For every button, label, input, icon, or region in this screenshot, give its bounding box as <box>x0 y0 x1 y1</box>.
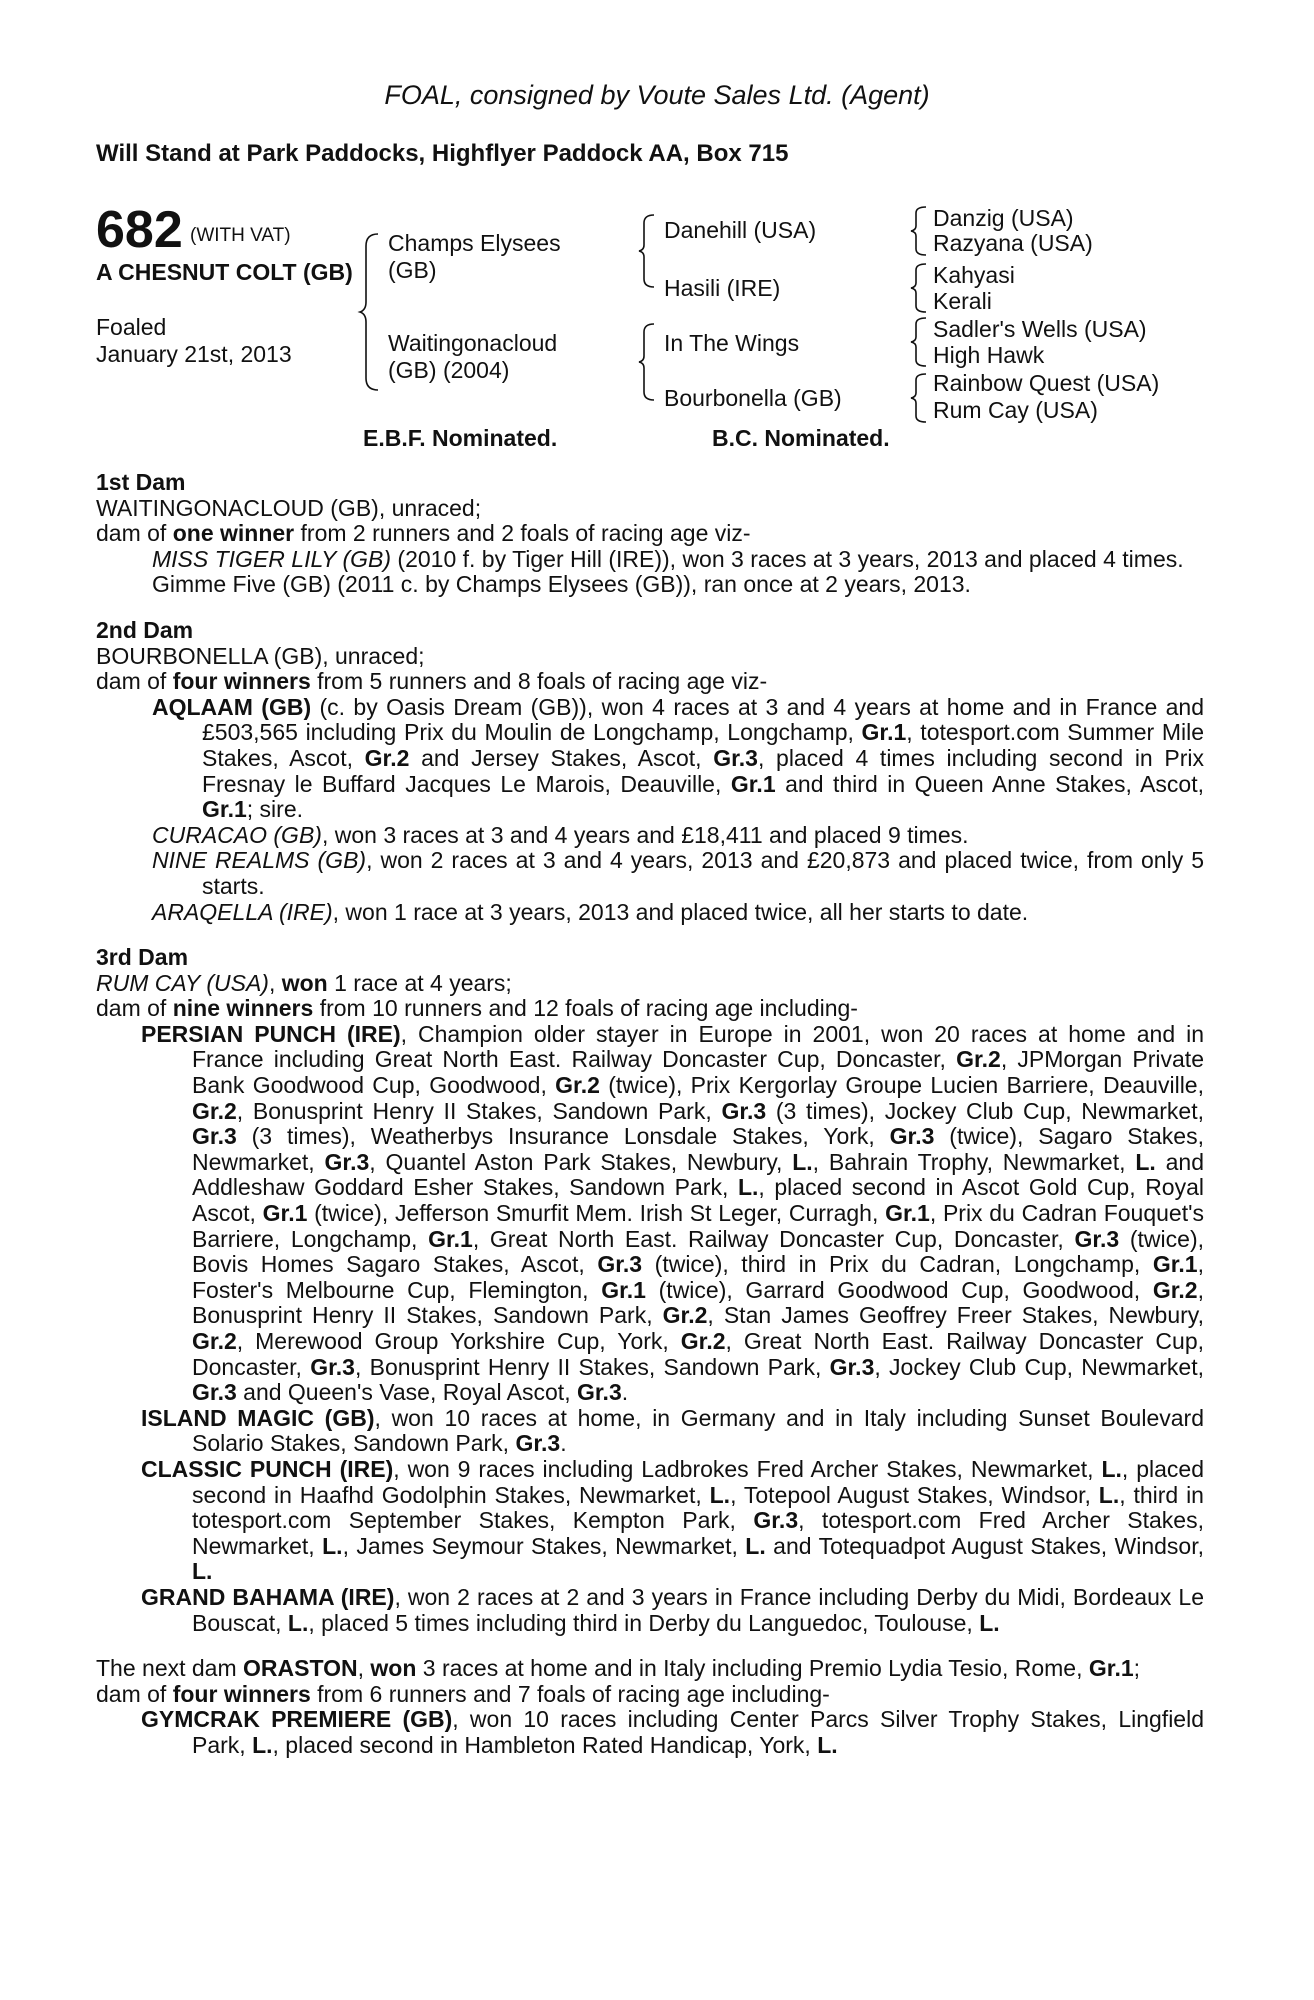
pedigree-brace-main <box>360 232 380 392</box>
foaled-label: Foaled <box>96 314 167 340</box>
race-grade: Gr.3 <box>889 1123 935 1150</box>
race-text: , Foster's Melbourne Cup, Flemington, <box>192 1251 1204 1303</box>
progeny-entry: PERSIAN PUNCH (IRE), Champion older stayer in Europe in 2001, won 20 races at home and in France including Great North East. Railway Doncaster Cup, Doncaster, Gr.2, JPMorgan Private Bank Goodwood Cup, Goodwood, Gr.2 (twice), Prix Kergorlay Groupe Lucien Barriere, Deauville, Gr.2, Bonusprint Henry II Stakes, Sandown Park, Gr.3 (3 times), Jockey Club Cup, Newmarket, Gr.3 (3 times), Weatherbys Insurance Lonsdale Stakes, York, Gr.3 (twice), Sagaro Stakes, Newmarket, Gr.3, Quantel Aston Park Stakes, Newbury, L., Bahrain Trophy, Newmarket, L. and Addleshaw Goddard Esher Stakes, Sandown Park, L., placed second in Ascot Gold Cup, Royal Ascot, Gr.1 (twice), Jefferson Smurfit Mem. Irish St Leger, Curragh, Gr.1, Prix du Cadran Fouquet's Barriere, Longchamp, Gr.1, Great North East. Railway Doncaster Cup, Doncaster, Gr.3 (twice), Bovis Homes Sagaro Stakes, Ascot, Gr.3 (twice), third in Prix du Cadran, Longchamp, Gr.1, Foster's Melbourne Cup, Flemington, Gr.1 (twice), Garrard Goodwood Cup, Goodwood, Gr.2, Bonusprint Henry II Stakes, Sandown Park, Gr.2, Stan James Geoffrey Freer Stakes, Newbury, Gr.2, Merewood Group Yorkshire Cup, York, Gr.2, Great North East. Railway Doncaster Cup, Doncaster, Gr.3, Bonusprint Henry II Stakes, Sandown Park, Gr.3, Jockey Club Cup, Newmarket, Gr.3 and Queen's Vase, Royal Ascot, Gr.3. <box>141 1020 1205 1406</box>
race-text: , Prix du Cadran Fouquet's Barriere, Longchamp, <box>192 1200 1205 1252</box>
first-dam-name: WAITINGONACLOUD (GB), unraced; <box>96 494 482 521</box>
pedigree-brace-g1 <box>910 205 928 257</box>
race-text: (twice), Prix Kergorlay Groupe Lucien Barriere, Deauville, <box>599 1072 1204 1099</box>
second-dam-heading: 2nd Dam <box>96 616 194 643</box>
race-grade: Gr.3 <box>515 1430 561 1457</box>
lot-description: A CHESNUT COLT (GB) <box>96 259 353 285</box>
pedigree-g2: Razyana (USA) <box>933 230 1093 256</box>
race-text: (twice), third in Prix du Cadran, Longchamp, <box>642 1251 1153 1278</box>
race-text: . <box>621 1379 629 1406</box>
pedigree-g5: Sadler's Wells (USA) <box>933 316 1147 342</box>
race-grade: Gr.3 <box>310 1353 355 1380</box>
race-grade: L. <box>252 1731 273 1758</box>
race-grade: L. <box>737 1174 759 1201</box>
race-text: , placed second in Hambleton Rated Handicap, York, <box>272 1731 818 1758</box>
race-text: , Quantel Aston Park Stakes, Newbury, <box>369 1148 793 1175</box>
race-text: , placed second in Ascot Gold Cup, Royal Ascot, <box>192 1174 1204 1227</box>
pedigree-g1: Danzig (USA) <box>933 205 1074 231</box>
race-text: , placed 5 times including third in Derby du Languedoc, Toulouse, <box>308 1609 980 1636</box>
pedigree-g6: High Hawk <box>933 342 1045 368</box>
race-text: , Bonusprint Henry II Stakes, Sandown Park, <box>354 1353 830 1380</box>
race-grade: Gr.1 <box>601 1276 646 1303</box>
race-grade: L. <box>322 1532 343 1559</box>
race-text: , Bonusprint Henry II Stakes, Sandown Park, <box>236 1097 722 1124</box>
stabling-line: Will Stand at Park Paddocks, Highflyer Paddock AA, Box 715 <box>96 140 789 167</box>
race-text: (3 times), Jockey Club Cup, Newmarket, <box>766 1097 1205 1124</box>
race-text: , totesport.com Fred Archer Stakes, Newmarket, <box>192 1507 1204 1559</box>
race-text: and Queen's Vase, Royal Ascot, <box>236 1379 577 1406</box>
pedigree-dam: Waitingonacloud (GB) (2004) <box>388 330 558 383</box>
progeny-entry: ISLAND MAGIC (GB), won 10 races at home, in Germany and in Italy including Sunset Boulevard Solario Stakes, Sandown Park, Gr.3. <box>141 1404 1204 1457</box>
race-grade: Gr.2 <box>956 1046 1001 1073</box>
foaling-info <box>96 314 356 368</box>
race-grade: L. <box>192 1558 213 1585</box>
race-grade: Gr.3 <box>829 1353 875 1380</box>
race-grade: Gr.1 <box>262 1200 308 1227</box>
race-grade: Gr.2 <box>192 1328 237 1354</box>
race-text: , won 9 races including Ladbrokes Fred Archer Stakes, Newmarket, <box>393 1455 1102 1482</box>
race-text: , Great North East. Railway Doncaster Cup, Doncaster, <box>472 1225 1075 1252</box>
pedigree-dam-sire: In The Wings <box>664 330 800 356</box>
pedigree-brace-dam <box>638 322 656 402</box>
lot-number: 682 <box>96 201 183 259</box>
pedigree-g3: Kahyasi <box>933 262 1015 288</box>
race-text: , James Seymour Stakes, Newmarket, <box>342 1532 746 1559</box>
foaled-date: January 21st, 2013 <box>96 341 292 367</box>
pedigree-g7: Rainbow Quest (USA) <box>933 370 1160 396</box>
race-grade: Gr.3 <box>324 1148 370 1175</box>
vat-note: (WITH VAT) <box>190 225 291 246</box>
race-text: , won 10 races including Center Parcs Silver Trophy Stakes, Lingfield Park, <box>192 1706 1204 1758</box>
race-grade: L. <box>709 1481 731 1508</box>
race-grade: Gr.3 <box>753 1507 799 1534</box>
race-text: , third in totesport.com September Stakes, Kempton Park, <box>192 1481 1204 1534</box>
ebf-nominated: E.B.F. Nominated. <box>363 425 558 451</box>
race-grade: L. <box>1101 1455 1122 1482</box>
race-grade: Gr.2 <box>680 1328 726 1354</box>
race-text: , Great North East. Railway Doncaster Cup, Doncaster, <box>192 1328 1204 1380</box>
progeny-entry: MISS TIGER LILY (GB) (2010 f. by Tiger Hill (IRE)), won 3 races at 3 years, 2013 and placed 4 times. <box>152 545 1184 572</box>
race-grade: L. <box>979 1609 1000 1636</box>
race-grade: Gr.1 <box>1152 1251 1198 1278</box>
pedigree-g4: Kerali <box>933 288 992 314</box>
pedigree-sire: Champs Elysees (GB) <box>388 230 561 283</box>
pedigree-g8: Rum Cay (USA) <box>933 397 1098 423</box>
race-grade: Gr.2 <box>1152 1276 1198 1303</box>
race-text: , Stan James Geoffrey Freer Stakes, Newbury, <box>707 1302 1204 1329</box>
race-grade: Gr.1 <box>428 1225 473 1252</box>
race-grade: Gr.1 <box>885 1200 930 1227</box>
progeny-entry: CLASSIC PUNCH (IRE), won 9 races including Ladbrokes Fred Archer Stakes, Newmarket, L., placed second in Haafhd Godolphin Stakes, Newmarket, L., Totepool August Stakes, Windsor, L., third in totesport.com September Stakes, Kempton Park, Gr.3, totesport.com Fred Archer Stakes, Newmarket, L., James Seymour Stakes, Newmarket, L. and Totequadpot August Stakes, Windsor, L. <box>141 1455 1205 1585</box>
next-dam-summary: dam of four winners from 6 runners and 7 foals of racing age including- <box>96 1680 830 1707</box>
third-dam-summary: dam of nine winners from 10 runners and 12 foals of racing age including- <box>96 995 858 1022</box>
race-grade: Gr.3 <box>1074 1225 1120 1252</box>
race-text: , Jockey Club Cup, Newmarket, <box>874 1353 1204 1380</box>
pedigree-brace-sire <box>638 213 656 289</box>
first-dam-summary: dam of one winner from 2 runners and 2 foals of racing age viz- <box>96 520 751 547</box>
race-text: , Bonusprint Henry II Stakes, Sandown Park, <box>192 1276 1204 1329</box>
race-text: and Addleshaw Goddard Esher Stakes, Sandown Park, <box>192 1148 1205 1201</box>
race-grade: Gr.2 <box>555 1072 600 1099</box>
consignor-heading: FOAL, consigned by Voute Sales Ltd. (Agent) <box>384 80 930 110</box>
race-text: (twice), Jefferson Smurfit Mem. Irish St Leger, Curragh, <box>307 1200 886 1227</box>
pedigree-brace-g2 <box>910 262 928 314</box>
race-grade: L. <box>1098 1481 1120 1508</box>
race-grade: Gr.3 <box>721 1097 767 1124</box>
race-text: and Totequadpot August Stakes, Windsor, <box>765 1532 1204 1559</box>
race-grade: Gr.2 <box>192 1097 237 1124</box>
race-text: . <box>560 1430 567 1457</box>
race-text: , placed second in Haafhd Godolphin Stakes, Newmarket, <box>192 1455 1205 1508</box>
race-grade: L. <box>745 1532 766 1559</box>
third-dam-name: RUM CAY (USA), won 1 race at 4 years; <box>96 969 512 996</box>
progeny-entry: GYMCRAK PREMIERE (GB), won 10 races including Center Parcs Silver Trophy Stakes, Lingfield Park, L., placed second in Hambleton Rated Handicap, York, L. <box>141 1706 1204 1758</box>
progeny-entry: ARAQELLA (IRE), won 1 race at 3 years, 2013 and placed twice, all her starts to date. <box>152 898 1029 925</box>
race-text: , JPMorgan Private Bank Goodwood Cup, Goodwood, <box>192 1046 1204 1099</box>
race-text: , Totepool August Stakes, Windsor, <box>730 1481 1099 1508</box>
race-text: , Champion older stayer in Europe in 2001, won 20 races at home and in France including Great North East. Railway Doncaster Cup, Doncaster, <box>192 1020 1204 1073</box>
pedigree-brace-g4 <box>910 372 928 424</box>
race-grade: Gr.3 <box>576 1379 622 1406</box>
race-text: , won 10 races at home, in Germany and in Italy including Sunset Boulevard Solario Stakes, Sandown Park, <box>192 1404 1204 1457</box>
first-dam-heading: 1st Dam <box>96 469 186 495</box>
race-text: (3 times), Weatherbys Insurance Lonsdale Stakes, York, <box>236 1123 890 1150</box>
pedigree-brace-g3 <box>910 316 928 368</box>
pedigree-sire-sire: Danehill (USA) <box>664 217 817 243</box>
pedigree-dam-dam: Bourbonella (GB) <box>664 385 842 411</box>
next-dam-line: The next dam ORASTON, won 3 races at home and in Italy including Premio Lydia Tesio, Rome, Gr.1; <box>96 1655 1141 1682</box>
progeny-entry: GRAND BAHAMA (IRE), won 2 races at 2 and 3 years in France including Derby du Midi, Bordeaux Le Bouscat, L., placed 5 times including third in Derby du Languedoc, Toulouse, L. <box>141 1583 1204 1636</box>
race-grade: Gr.3 <box>597 1251 643 1278</box>
progeny-entry: CURACAO (GB), won 3 races at 3 and 4 years and £18,411 and placed 9 times. <box>152 821 969 848</box>
second-dam-name: BOURBONELLA (GB), unraced; <box>96 642 425 669</box>
race-grade: Gr.3 <box>192 1379 237 1406</box>
progeny-entry: AQLAAM (GB) (c. by Oasis Dream (GB)), won 4 races at 3 and 4 years at home and in France and £503,565 including Prix du Moulin de Longchamp, Longchamp, Gr.1, totesport.com Summer Mile Stakes, Ascot, Gr.2 and Jersey Stakes, Ascot, Gr.3, placed 4 times including second in Prix Fresnay le Buffard Jacques Le Marois, Deauville, Gr.1 and third in Queen Anne Stakes, Ascot, Gr.1; sire. <box>152 693 1204 823</box>
pedigree-sire-dam: Hasili (IRE) <box>664 275 781 301</box>
race-grade: L. <box>1135 1148 1156 1175</box>
race-grade: L. <box>817 1731 838 1758</box>
race-text: (twice), Garrard Goodwood Cup, Goodwood, <box>645 1276 1153 1303</box>
bc-nominated: B.C. Nominated. <box>712 425 890 451</box>
race-text: (twice), Sagaro Stakes, Newmarket, <box>192 1123 1204 1175</box>
pedigree-notes <box>96 470 1204 1759</box>
race-text: , Bahrain Trophy, Newmarket, <box>812 1148 1136 1175</box>
race-text: , Merewood Group Yorkshire Cup, York, <box>236 1328 681 1354</box>
second-dam-summary: dam of four winners from 5 runners and 8 foals of racing age viz- <box>96 668 768 695</box>
race-grade: L. <box>792 1148 813 1175</box>
race-text: , won 2 races at 2 and 3 years in France including Derby du Midi, Bordeaux Le Bouscat, <box>192 1583 1204 1636</box>
progeny-entry: NINE REALMS (GB), won 2 races at 3 and 4 years, 2013 and £20,873 and placed twice, from only 5 starts. <box>152 847 1204 899</box>
race-grade: Gr.2 <box>662 1302 708 1329</box>
race-text: (twice), Bovis Homes Sagaro Stakes, Ascot, <box>192 1225 1204 1278</box>
race-grade: L. <box>287 1609 309 1636</box>
progeny-entry: Gimme Five (GB) (2011 c. by Champs Elysees (GB)), ran once at 2 years, 2013. <box>152 571 971 598</box>
race-grade: Gr.3 <box>192 1123 237 1150</box>
third-dam-heading: 3rd Dam <box>96 944 189 971</box>
